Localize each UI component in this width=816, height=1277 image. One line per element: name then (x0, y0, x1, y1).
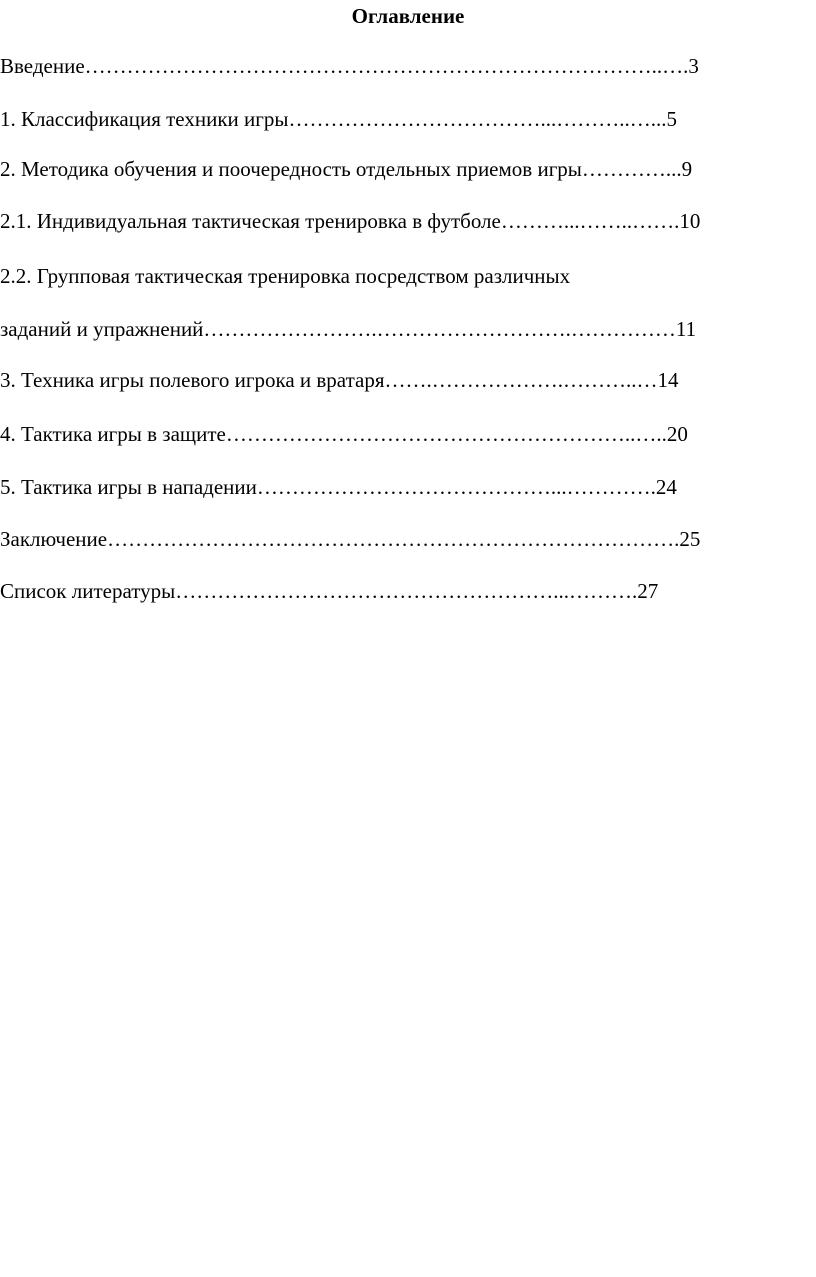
toc-entry-2-2-line2: заданий и упражнений…………………….……………………….……………11 (0, 317, 697, 341)
toc-title: Оглавление (351, 4, 465, 28)
toc-entry-introduction: Введение………………………………………………………………………..….3 (0, 54, 699, 78)
toc-entry-2-2-line1: 2.2. Групповая тактическая тренировка посредством различных (0, 264, 571, 288)
toc-entry-conclusion: Заключение……………………………………………………………………….25 (0, 527, 701, 551)
toc-entry-2-1: 2.1. Индивидуальная тактическая тренировка в футболе………...……..…….10 (0, 209, 701, 233)
toc-entry-bibliography: Список литературы………………………………………………...……….27 (0, 579, 659, 603)
toc-entry-3: 3. Техника игры полевого игрока и вратаря…….……………….………..…14 (0, 368, 679, 392)
toc-entry-4: 4. Тактика игры в защите…………………………………………………..…..20 (0, 422, 688, 446)
toc-entry-1: 1. Классификация техники игры………………………………...………..…...5 (0, 107, 677, 131)
toc-entry-5: 5. Тактика игры в нападении……………………………………...………….24 (0, 475, 677, 499)
toc-entry-2: 2. Методика обучения и поочередность отдельных приемов игры…………...9 (0, 157, 693, 181)
